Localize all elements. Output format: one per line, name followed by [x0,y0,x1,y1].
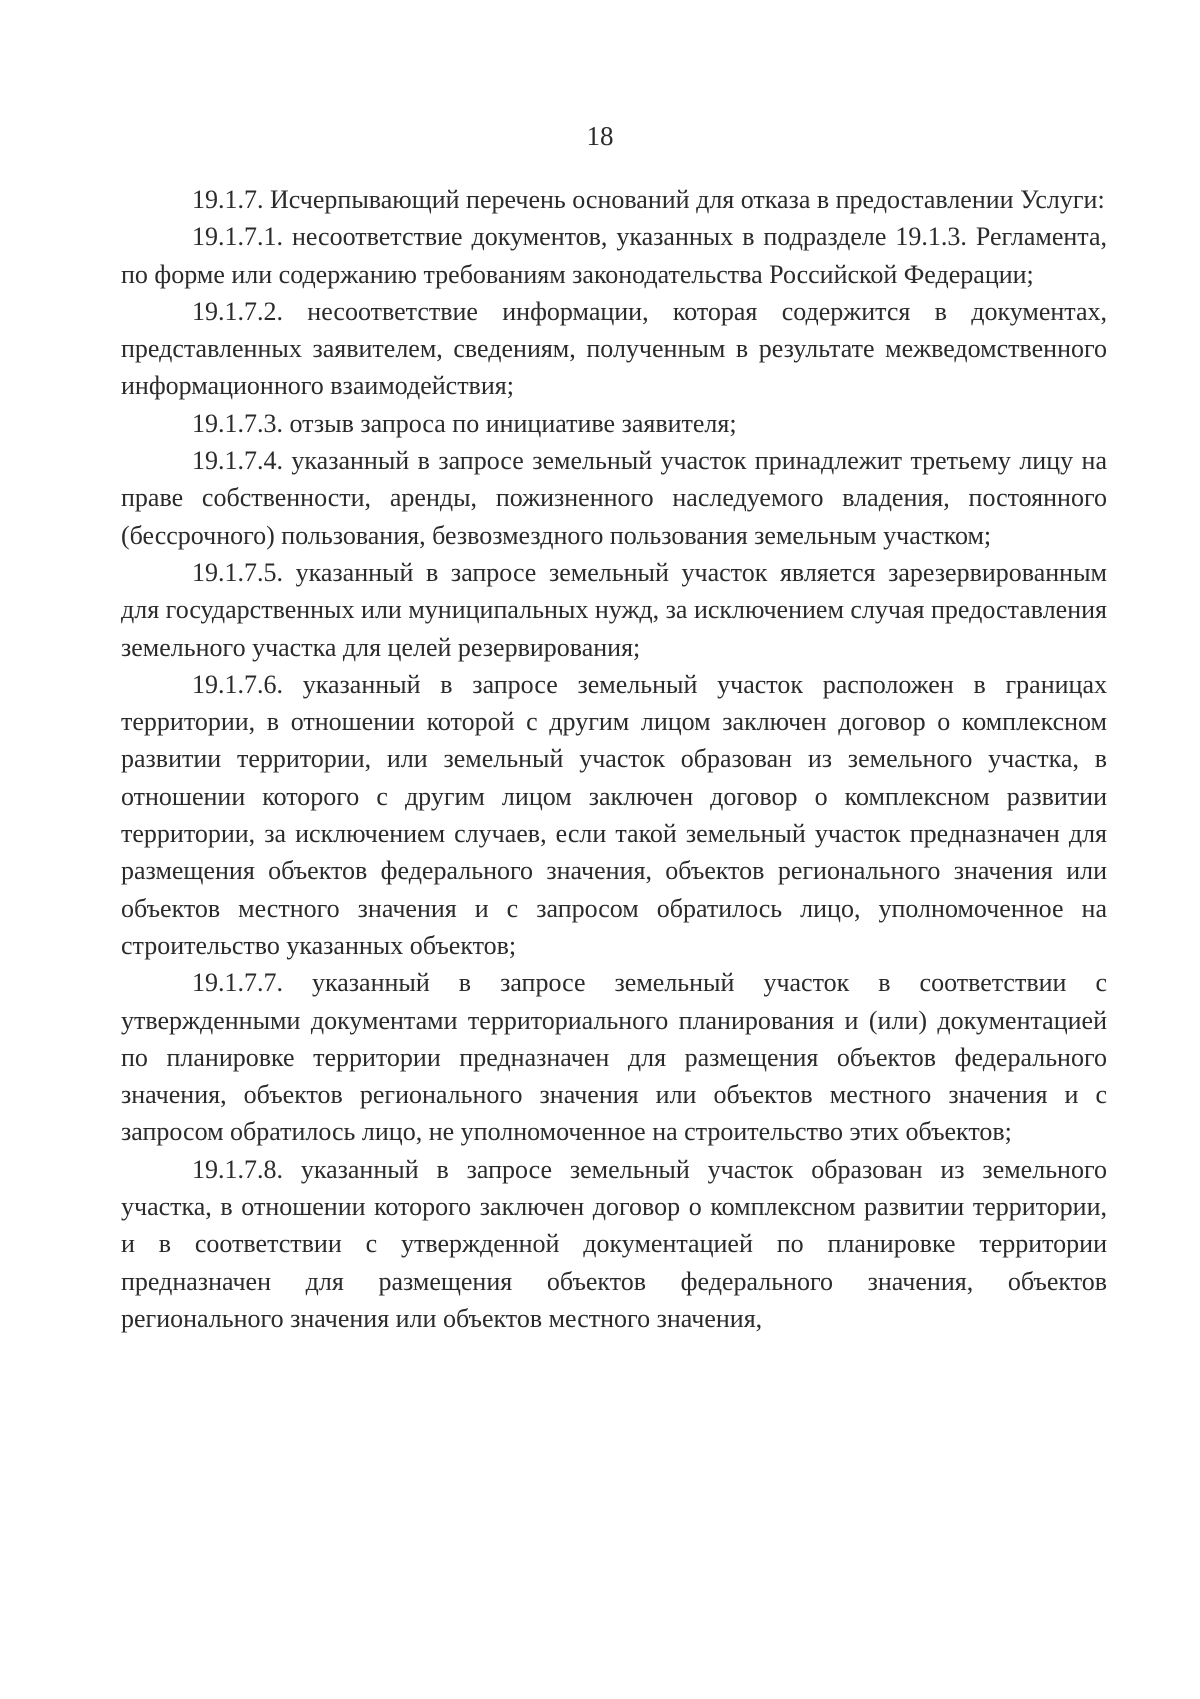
paragraph-19-1-7: 19.1.7. Исчерпывающий перечень оснований для отказа в предоставлении Услуги: [192,185,1105,214]
paragraph-19-1-7-6: 19.1.7.6. указанный в запросе земельный участок расположен в границах территории, в отношении которой с другим лицом заключен договор о комплексном развитии территории, или земельный участок образован из земельного участка, в отношении которого с другим лицом заключен договор о комплексном развитии территории, за исключением случаев, если такой земельный участок предназначен для размещения объектов федерального значения, объектов регионального значения или объектов местного значения и с запросом обратилось лицо, уполномоченное на строительство указанных объектов; [121,669,1107,960]
paragraph-19-1-7-4: 19.1.7.4. указанный в запросе земельный участок принадлежит третьему лицу на праве собственности, аренды, пожизненного наследуемого владения, постоянного (бессрочного) пользования, безвозмездного пользования земельным участком; [121,446,1107,550]
paragraph-19-1-7-7: 19.1.7.7. указанный в запросе земельный участок в соответствии с утвержденными документами территориального планирования и (или) документацией по планировке территории предназначен для размещения объектов федерального значения, объектов регионального значения или объектов местного значения и с запросом обратилось лицо, не уполномоченное на строительство этих объектов; [121,968,1107,1147]
paragraph-19-1-7-3: 19.1.7.3. отзыв запроса по инициативе заявителя; [192,408,737,438]
document-body [121,181,1107,1337]
page-number: 18 [586,121,614,151]
paragraph-19-1-7-8: 19.1.7.8. указанный в запросе земельный участок образован из земельного участка, в отношении которого заключен договор о комплексном развитии территории, и в соответствии с утвержденной документацией по планировке территории предназначен для размещения объектов федерального значения, объектов регионального значения или объектов местного значения, [121,1154,1107,1333]
paragraph-19-1-7-2: 19.1.7.2. несоответствие информации, которая содержится в документах, представленных заявителем, сведениям, полученным в результате межведомственного информационного взаимодействия; [121,296,1107,401]
paragraph-19-1-7-1: 19.1.7.1. несоответствие документов, указанных в подразделе 19.1.3. Регламента, по форме или содержанию требованиям законодательства Российской Федерации; [121,222,1107,289]
paragraph-19-1-7-5: 19.1.7.5. указанный в запросе земельный участок является зарезервированным для государственных или муниципальных нужд, за исключением случая предоставления земельного участка для целей резервирования; [121,557,1107,662]
